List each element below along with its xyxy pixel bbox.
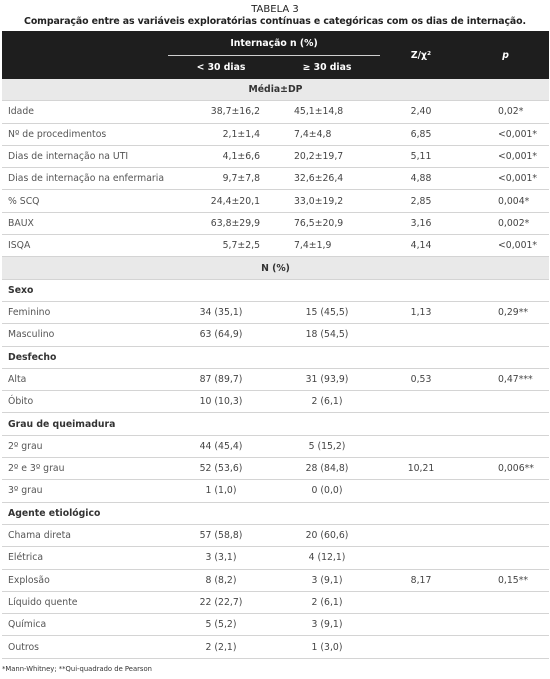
- value-lt-30: 57 (58,8): [168, 524, 274, 546]
- table-row: [2, 524, 549, 546]
- table-row: [2, 480, 549, 502]
- group-header-row: [2, 346, 549, 368]
- value-stat: 3,16: [380, 212, 462, 234]
- table-row: [2, 212, 549, 234]
- value-stat: 2,40: [380, 101, 462, 123]
- header-stat: Z/χ²: [380, 31, 462, 79]
- table-footnote: *Mann-Whitney; **Qui-quadrado de Pearson: [2, 664, 152, 673]
- value-stat: 2,85: [380, 190, 462, 212]
- value-p: 0,15**: [462, 569, 549, 591]
- table-row: [2, 168, 549, 190]
- group-title: Desfecho: [2, 346, 549, 368]
- value-stat: [380, 636, 462, 658]
- value-stat: 4,14: [380, 235, 462, 257]
- header-group-internacao: Internação n (%): [168, 31, 380, 56]
- value-lt-30: 87 (89,7): [168, 368, 274, 390]
- value-stat: [380, 614, 462, 636]
- row-label: % SCQ: [2, 190, 168, 212]
- table-row: [2, 301, 549, 323]
- row-label: Masculino: [2, 324, 168, 346]
- value-stat: [380, 324, 462, 346]
- value-lt-30: 8 (8,2): [168, 569, 274, 591]
- header-blank: [2, 31, 168, 79]
- data-table: [2, 31, 549, 659]
- value-lt-30: 24,4±20,1: [168, 190, 274, 212]
- value-ge-30: 20,2±19,7: [274, 145, 380, 167]
- value-ge-30: 18 (54,5): [274, 324, 380, 346]
- table-header: [2, 31, 549, 79]
- value-p: <0,001*: [462, 235, 549, 257]
- value-ge-30: 0 (0,0): [274, 480, 380, 502]
- value-p: [462, 480, 549, 502]
- table-row: [2, 368, 549, 390]
- table-row: [2, 591, 549, 613]
- value-lt-30: 2 (2,1): [168, 636, 274, 658]
- value-p: 0,29**: [462, 301, 549, 323]
- value-lt-30: 3 (3,1): [168, 547, 274, 569]
- value-ge-30: 7,4±1,9: [274, 235, 380, 257]
- row-label: Elétrica: [2, 547, 168, 569]
- row-label: Líquido quente: [2, 591, 168, 613]
- value-lt-30: 34 (35,1): [168, 301, 274, 323]
- header-p: p: [462, 31, 549, 79]
- row-label: Feminino: [2, 301, 168, 323]
- value-lt-30: 44 (45,4): [168, 435, 274, 457]
- value-lt-30: 63 (64,9): [168, 324, 274, 346]
- value-ge-30: 32,6±26,4: [274, 168, 380, 190]
- table-row: [2, 123, 549, 145]
- value-ge-30: 33,0±19,2: [274, 190, 380, 212]
- table-row: [2, 569, 549, 591]
- row-label: 3º grau: [2, 480, 168, 502]
- value-lt-30: 10 (10,3): [168, 391, 274, 413]
- value-lt-30: 4,1±6,6: [168, 145, 274, 167]
- value-p: 0,006**: [462, 458, 549, 480]
- value-p: [462, 591, 549, 613]
- value-stat: [380, 547, 462, 569]
- table-row: [2, 145, 549, 167]
- table-row: [2, 547, 549, 569]
- value-stat: [380, 435, 462, 457]
- value-p: <0,001*: [462, 168, 549, 190]
- value-ge-30: 31 (93,9): [274, 368, 380, 390]
- table-row: [2, 458, 549, 480]
- value-ge-30: 2 (6,1): [274, 391, 380, 413]
- value-p: <0,001*: [462, 123, 549, 145]
- value-stat: 0,53: [380, 368, 462, 390]
- row-label: Idade: [2, 101, 168, 123]
- table-row: [2, 235, 549, 257]
- value-p: [462, 324, 549, 346]
- value-lt-30: 5,7±2,5: [168, 235, 274, 257]
- value-ge-30: 1 (3,0): [274, 636, 380, 658]
- table-body: [2, 79, 549, 658]
- value-lt-30: 9,7±7,8: [168, 168, 274, 190]
- value-p: [462, 636, 549, 658]
- table-row: [2, 435, 549, 457]
- value-ge-30: 4 (12,1): [274, 547, 380, 569]
- row-label: Nº de procedimentos: [2, 123, 168, 145]
- row-label: Chama direta: [2, 524, 168, 546]
- table-row: [2, 614, 549, 636]
- value-ge-30: 2 (6,1): [274, 591, 380, 613]
- value-stat: [380, 480, 462, 502]
- value-p: 0,004*: [462, 190, 549, 212]
- value-stat: 1,13: [380, 301, 462, 323]
- value-ge-30: 20 (60,6): [274, 524, 380, 546]
- row-label: Química: [2, 614, 168, 636]
- table-caption: [0, 0, 550, 28]
- value-p: [462, 524, 549, 546]
- value-p: [462, 547, 549, 569]
- table-row: [2, 636, 549, 658]
- group-header-row: [2, 279, 549, 301]
- section-title: Média±DP: [2, 79, 549, 101]
- group-title: Grau de queimadura: [2, 413, 549, 435]
- value-stat: [380, 391, 462, 413]
- group-header-row: [2, 502, 549, 524]
- value-stat: 8,17: [380, 569, 462, 591]
- table-row: [2, 324, 549, 346]
- header-ge-30: ≥ 30 dias: [274, 56, 380, 80]
- value-stat: [380, 591, 462, 613]
- group-title: Agente etiológico: [2, 502, 549, 524]
- section-header-row: [2, 257, 549, 279]
- value-stat: 6,85: [380, 123, 462, 145]
- value-stat: 5,11: [380, 145, 462, 167]
- value-lt-30: 22 (22,7): [168, 591, 274, 613]
- group-title: Sexo: [2, 279, 549, 301]
- table-row: [2, 101, 549, 123]
- value-lt-30: 52 (53,6): [168, 458, 274, 480]
- value-ge-30: 3 (9,1): [274, 569, 380, 591]
- value-ge-30: 7,4±4,8: [274, 123, 380, 145]
- value-p: [462, 391, 549, 413]
- row-label: 2º grau: [2, 435, 168, 457]
- value-stat: [380, 524, 462, 546]
- value-ge-30: 76,5±20,9: [274, 212, 380, 234]
- value-p: 0,002*: [462, 212, 549, 234]
- value-ge-30: 5 (15,2): [274, 435, 380, 457]
- value-stat: 4,88: [380, 168, 462, 190]
- header-lt-30: < 30 dias: [168, 56, 274, 80]
- row-label: BAUX: [2, 212, 168, 234]
- value-ge-30: 15 (45,5): [274, 301, 380, 323]
- table-row: [2, 190, 549, 212]
- value-ge-30: 45,1±14,8: [274, 101, 380, 123]
- value-lt-30: 1 (1,0): [168, 480, 274, 502]
- value-lt-30: 2,1±1,4: [168, 123, 274, 145]
- value-lt-30: 5 (5,2): [168, 614, 274, 636]
- value-p: 0,02*: [462, 101, 549, 123]
- row-label: Dias de internação na UTI: [2, 145, 168, 167]
- value-p: 0,47***: [462, 368, 549, 390]
- table-label: TABELA 3: [251, 4, 299, 15]
- value-p: [462, 614, 549, 636]
- value-p: [462, 435, 549, 457]
- value-ge-30: 28 (84,8): [274, 458, 380, 480]
- section-title: N (%): [2, 257, 549, 279]
- table-title: Comparação entre as variáveis exploratórias contínuas e categóricas com os dias de internação.: [24, 16, 526, 27]
- value-ge-30: 3 (9,1): [274, 614, 380, 636]
- value-p: <0,001*: [462, 145, 549, 167]
- table-row: [2, 391, 549, 413]
- section-header-row: [2, 79, 549, 101]
- row-label: Explosão: [2, 569, 168, 591]
- group-header-row: [2, 413, 549, 435]
- value-stat: 10,21: [380, 458, 462, 480]
- row-label: Dias de internação na enfermaria: [2, 168, 168, 190]
- row-label: Outros: [2, 636, 168, 658]
- row-label: ISQA: [2, 235, 168, 257]
- row-label: Óbito: [2, 391, 168, 413]
- row-label: Alta: [2, 368, 168, 390]
- row-label: 2º e 3º grau: [2, 458, 168, 480]
- value-lt-30: 63,8±29,9: [168, 212, 274, 234]
- value-lt-30: 38,7±16,2: [168, 101, 274, 123]
